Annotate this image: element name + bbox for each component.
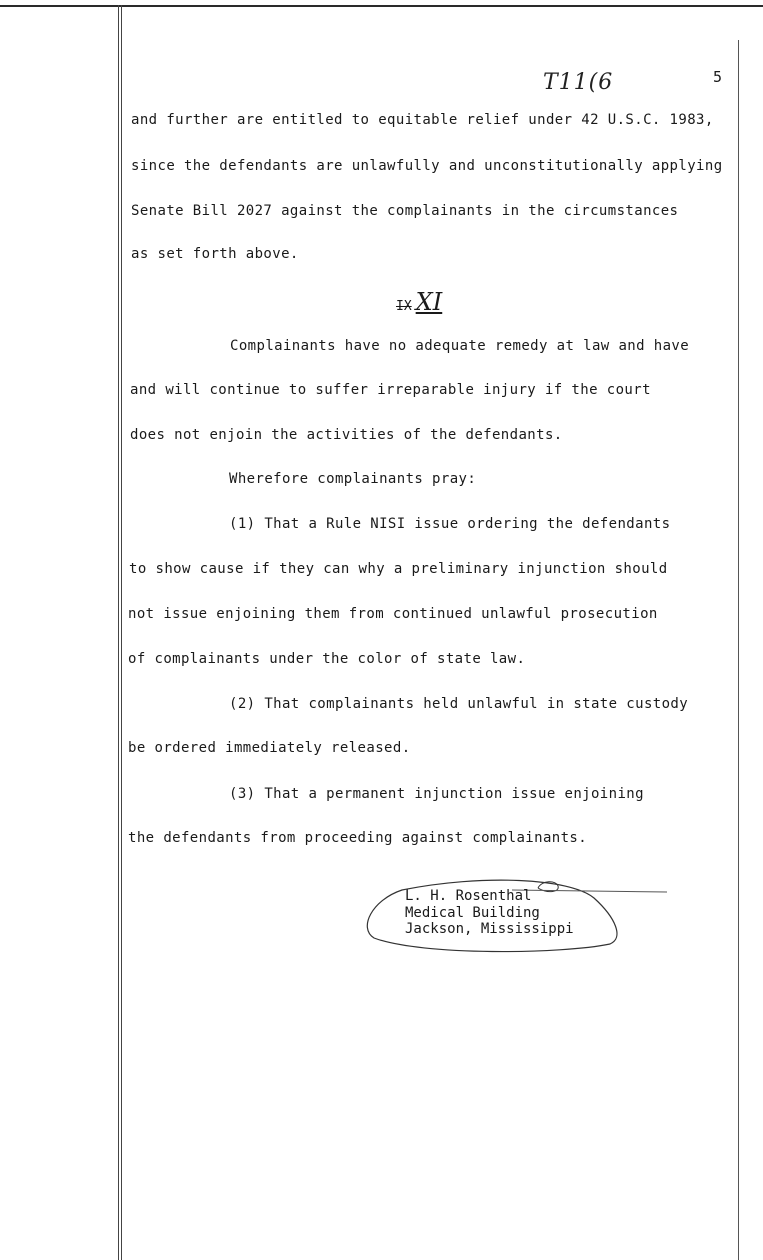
body-line: Wherefore complainants pray: [229, 471, 477, 487]
body-line: of complainants under the color of state law. [128, 651, 526, 667]
body-line: be ordered immediately released. [128, 740, 411, 756]
body-line: the defendants from proceeding against complainants. [128, 830, 588, 846]
body-line: (3) That a permanent injunction issue enjoining [229, 786, 644, 802]
handwritten-note: T11(6 [543, 70, 614, 95]
section-heading [396, 288, 442, 316]
body-line: does not enjoin the activities of the defendants. [130, 427, 563, 443]
body-line: Senate Bill 2027 against the complainants in the circumstances [131, 203, 679, 219]
left-margin-line [118, 5, 119, 1260]
body-line: and further are entitled to equitable relief under 42 U.S.C. 1983, [131, 112, 714, 128]
signer-name: L. H. Rosenthal [405, 888, 532, 904]
body-line: as set forth above. [131, 246, 299, 262]
body-line: Complainants have no adequate remedy at law and have [230, 338, 690, 354]
signer-address-line1: Medical Building [405, 905, 540, 921]
struck-heading-numeral: IX [396, 299, 412, 314]
left-margin-line-inner [121, 5, 122, 1260]
body-line: since the defendants are unlawfully and unconstitutionally applying [131, 158, 723, 174]
handwritten-heading-numeral: XI [415, 288, 443, 316]
signer-address-line2: Jackson, Mississippi [405, 921, 574, 937]
page-number: 5 [713, 68, 723, 86]
body-line: and will continue to suffer irreparable injury if the court [130, 382, 651, 398]
signature-block [362, 868, 617, 952]
body-line: (2) That complainants held unlawful in state custody [229, 696, 689, 712]
body-line: not issue enjoining them from continued unlawful prosecution [128, 606, 658, 622]
body-line: (1) That a Rule NISI issue ordering the defendants [229, 516, 671, 532]
top-border-line [0, 5, 763, 7]
body-line: to show cause if they can why a preliminary injunction should [129, 561, 668, 577]
right-edge-line [738, 40, 739, 1260]
